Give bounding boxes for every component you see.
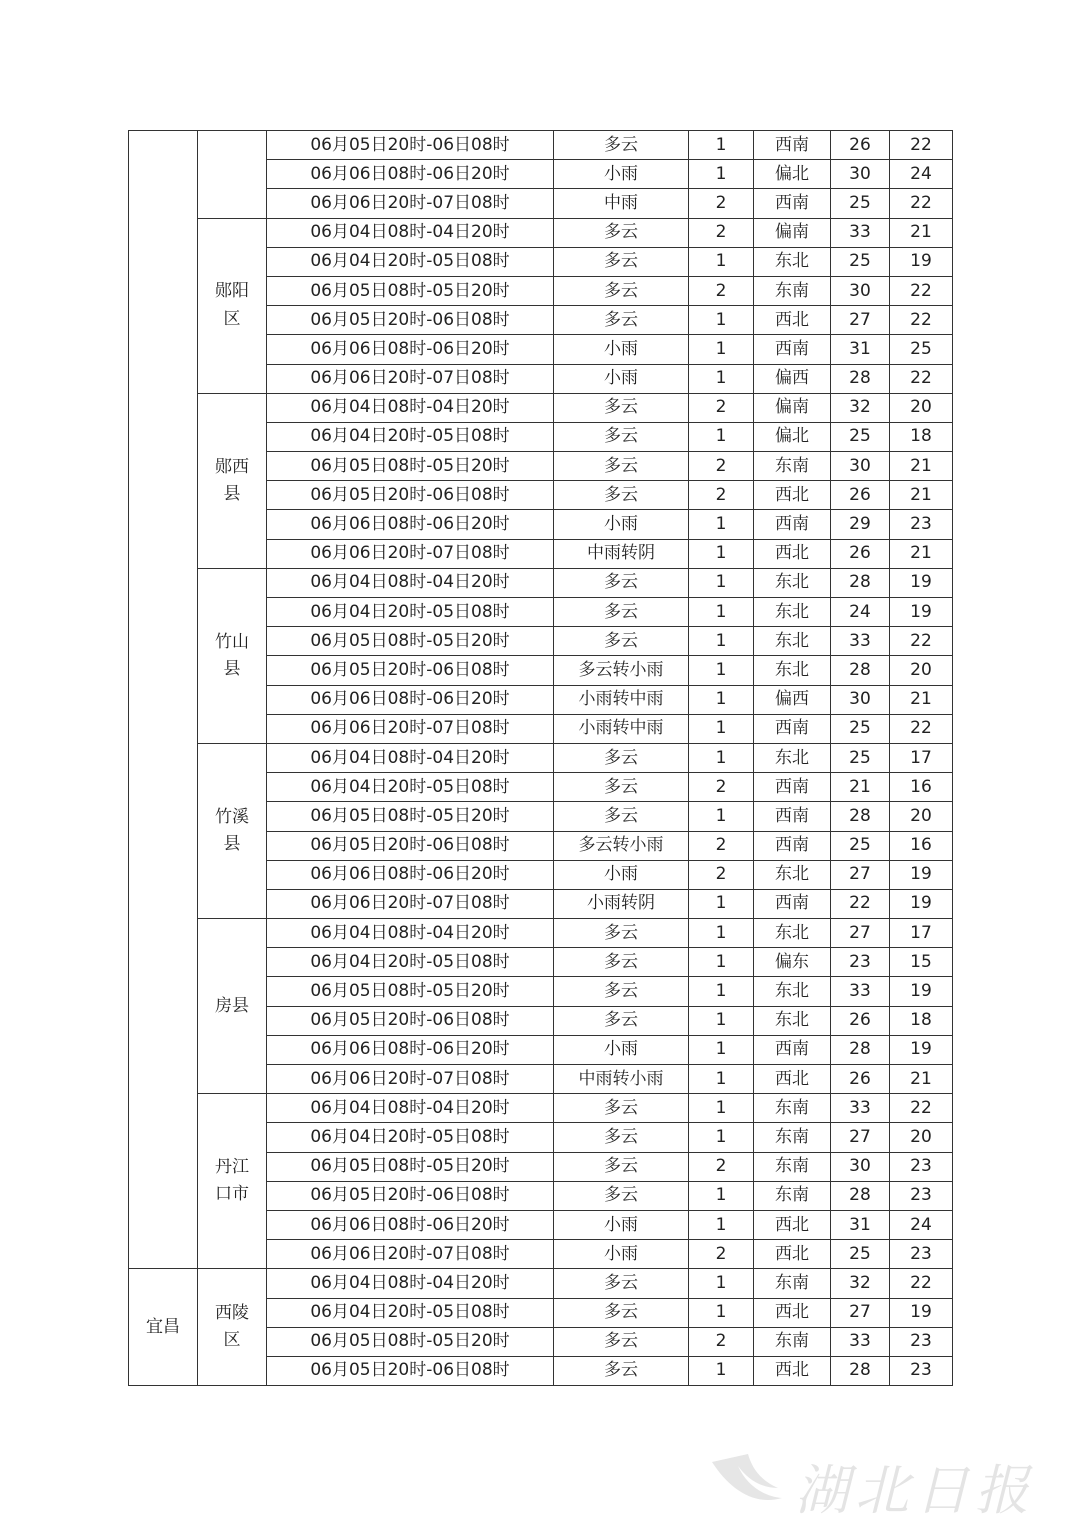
table-row <box>129 1269 953 1298</box>
wind-level-cell: 2 <box>689 452 754 481</box>
low-temp-cell: 24 <box>890 1210 953 1239</box>
high-temp-cell: 33 <box>831 977 890 1006</box>
weather-cell: 多云 <box>554 627 689 656</box>
wind-level-cell: 1 <box>689 598 754 627</box>
wind-direction-cell: 东北 <box>754 656 831 685</box>
high-temp-cell: 26 <box>831 131 890 160</box>
wind-level-cell: 2 <box>689 393 754 422</box>
weather-cell: 多云 <box>554 276 689 305</box>
wind-direction-cell: 东南 <box>754 1181 831 1210</box>
low-temp-cell: 16 <box>890 773 953 802</box>
time-range-cell: 06月06日20时-07日08时 <box>267 539 554 568</box>
high-temp-cell: 28 <box>831 1356 890 1385</box>
weather-cell: 小雨 <box>554 364 689 393</box>
high-temp-cell: 28 <box>831 1035 890 1064</box>
time-range-cell: 06月04日20时-05日08时 <box>267 1123 554 1152</box>
wind-direction-cell: 西北 <box>754 1356 831 1385</box>
weather-cell: 多云 <box>554 977 689 1006</box>
time-range-cell: 06月05日20时-06日08时 <box>267 306 554 335</box>
weather-cell: 小雨 <box>554 860 689 889</box>
weather-cell: 小雨 <box>554 1035 689 1064</box>
watermark-logo <box>700 1440 1080 1520</box>
wind-direction-cell: 偏南 <box>754 218 831 247</box>
wind-direction-cell: 西北 <box>754 481 831 510</box>
low-temp-cell: 19 <box>890 247 953 276</box>
wind-level-cell: 1 <box>689 627 754 656</box>
high-temp-cell: 28 <box>831 656 890 685</box>
weather-cell: 小雨 <box>554 1240 689 1269</box>
weather-cell: 小雨 <box>554 510 689 539</box>
watermark-text: 湖北日报 <box>795 1459 1035 1522</box>
low-temp-cell: 21 <box>890 1065 953 1094</box>
high-temp-cell: 25 <box>831 247 890 276</box>
high-temp-cell: 32 <box>831 393 890 422</box>
weather-cell: 小雨 <box>554 335 689 364</box>
low-temp-cell: 19 <box>890 568 953 597</box>
low-temp-cell: 19 <box>890 1035 953 1064</box>
time-range-cell: 06月04日08时-04日20时 <box>267 393 554 422</box>
time-range-cell: 06月05日08时-05日20时 <box>267 1327 554 1356</box>
time-range-cell: 06月05日20时-06日08时 <box>267 131 554 160</box>
weather-cell: 多云 <box>554 481 689 510</box>
wind-direction-cell: 偏东 <box>754 948 831 977</box>
wind-direction-cell: 偏北 <box>754 422 831 451</box>
high-temp-cell: 28 <box>831 568 890 597</box>
time-range-cell: 06月06日08时-06日20时 <box>267 160 554 189</box>
time-range-cell: 06月06日08时-06日20时 <box>267 1035 554 1064</box>
high-temp-cell: 26 <box>831 1065 890 1094</box>
low-temp-cell: 22 <box>890 276 953 305</box>
weather-cell: 小雨转中雨 <box>554 685 689 714</box>
low-temp-cell: 17 <box>890 743 953 772</box>
wind-level-cell: 2 <box>689 276 754 305</box>
time-range-cell: 06月06日20时-07日08时 <box>267 889 554 918</box>
high-temp-cell: 27 <box>831 919 890 948</box>
high-temp-cell: 30 <box>831 452 890 481</box>
weather-cell: 多云 <box>554 773 689 802</box>
weather-cell: 小雨转中雨 <box>554 714 689 743</box>
low-temp-cell: 23 <box>890 1327 953 1356</box>
weather-cell: 多云 <box>554 802 689 831</box>
weather-cell: 多云 <box>554 1152 689 1181</box>
weather-cell: 多云 <box>554 598 689 627</box>
time-range-cell: 06月05日08时-05日20时 <box>267 1152 554 1181</box>
time-range-cell: 06月06日08时-06日20时 <box>267 335 554 364</box>
high-temp-cell: 30 <box>831 160 890 189</box>
low-temp-cell: 23 <box>890 1181 953 1210</box>
weather-cell: 多云 <box>554 422 689 451</box>
wind-level-cell: 2 <box>689 1327 754 1356</box>
high-temp-cell: 31 <box>831 1210 890 1239</box>
wind-level-cell: 1 <box>689 714 754 743</box>
time-range-cell: 06月04日08时-04日20时 <box>267 743 554 772</box>
wind-level-cell: 1 <box>689 743 754 772</box>
low-temp-cell: 18 <box>890 1006 953 1035</box>
wind-direction-cell: 偏西 <box>754 364 831 393</box>
weather-cell: 小雨转阴 <box>554 889 689 918</box>
table-row <box>129 919 953 948</box>
wind-level-cell: 1 <box>689 422 754 451</box>
time-range-cell: 06月05日08时-05日20时 <box>267 452 554 481</box>
high-temp-cell: 32 <box>831 1269 890 1298</box>
time-range-cell: 06月05日08时-05日20时 <box>267 977 554 1006</box>
wind-level-cell: 1 <box>689 364 754 393</box>
county-cell: 丹江 口市 <box>198 1094 267 1269</box>
weather-cell: 多云 <box>554 131 689 160</box>
wind-direction-cell: 偏西 <box>754 685 831 714</box>
high-temp-cell: 23 <box>831 948 890 977</box>
weather-cell: 中雨转小雨 <box>554 1065 689 1094</box>
time-range-cell: 06月05日20时-06日08时 <box>267 656 554 685</box>
high-temp-cell: 26 <box>831 539 890 568</box>
wind-direction-cell: 西北 <box>754 1298 831 1327</box>
low-temp-cell: 19 <box>890 889 953 918</box>
wind-direction-cell: 西南 <box>754 189 831 218</box>
high-temp-cell: 25 <box>831 1240 890 1269</box>
wind-level-cell: 1 <box>689 1356 754 1385</box>
weather-cell: 多云 <box>554 393 689 422</box>
wind-direction-cell: 东北 <box>754 743 831 772</box>
wind-level-cell: 2 <box>689 481 754 510</box>
high-temp-cell: 27 <box>831 860 890 889</box>
high-temp-cell: 27 <box>831 1123 890 1152</box>
wind-level-cell: 1 <box>689 160 754 189</box>
weather-cell: 多云 <box>554 1327 689 1356</box>
wind-direction-cell: 东南 <box>754 452 831 481</box>
time-range-cell: 06月05日20时-06日08时 <box>267 481 554 510</box>
high-temp-cell: 25 <box>831 743 890 772</box>
wind-direction-cell: 西北 <box>754 1240 831 1269</box>
low-temp-cell: 19 <box>890 977 953 1006</box>
wind-direction-cell: 西南 <box>754 773 831 802</box>
time-range-cell: 06月05日08时-05日20时 <box>267 276 554 305</box>
wind-direction-cell: 东南 <box>754 1123 831 1152</box>
wind-direction-cell: 西南 <box>754 889 831 918</box>
high-temp-cell: 25 <box>831 714 890 743</box>
wind-direction-cell: 西南 <box>754 335 831 364</box>
weather-cell: 多云 <box>554 948 689 977</box>
low-temp-cell: 19 <box>890 598 953 627</box>
weather-cell: 小雨 <box>554 1210 689 1239</box>
wind-direction-cell: 东北 <box>754 627 831 656</box>
time-range-cell: 06月05日20时-06日08时 <box>267 1181 554 1210</box>
wind-level-cell: 2 <box>689 831 754 860</box>
wind-level-cell: 1 <box>689 919 754 948</box>
low-temp-cell: 22 <box>890 1094 953 1123</box>
weather-cell: 多云 <box>554 218 689 247</box>
wind-level-cell: 1 <box>689 539 754 568</box>
time-range-cell: 06月04日08时-04日20时 <box>267 568 554 597</box>
wind-level-cell: 1 <box>689 247 754 276</box>
high-temp-cell: 25 <box>831 189 890 218</box>
weather-cell: 多云 <box>554 568 689 597</box>
low-temp-cell: 22 <box>890 306 953 335</box>
time-range-cell: 06月04日20时-05日08时 <box>267 773 554 802</box>
high-temp-cell: 33 <box>831 218 890 247</box>
county-cell: 西陵 区 <box>198 1269 267 1386</box>
weather-cell: 多云 <box>554 1356 689 1385</box>
wind-level-cell: 1 <box>689 1035 754 1064</box>
low-temp-cell: 21 <box>890 539 953 568</box>
high-temp-cell: 21 <box>831 773 890 802</box>
low-temp-cell: 20 <box>890 1123 953 1152</box>
time-range-cell: 06月06日20时-07日08时 <box>267 364 554 393</box>
low-temp-cell: 20 <box>890 656 953 685</box>
time-range-cell: 06月06日08时-06日20时 <box>267 685 554 714</box>
wind-level-cell: 2 <box>689 860 754 889</box>
weather-cell: 多云 <box>554 306 689 335</box>
wind-direction-cell: 偏北 <box>754 160 831 189</box>
weather-cell: 多云 <box>554 1269 689 1298</box>
county-cell <box>198 131 267 219</box>
low-temp-cell: 16 <box>890 831 953 860</box>
time-range-cell: 06月04日20时-05日08时 <box>267 1298 554 1327</box>
wind-direction-cell: 西南 <box>754 831 831 860</box>
high-temp-cell: 30 <box>831 276 890 305</box>
high-temp-cell: 29 <box>831 510 890 539</box>
wind-level-cell: 1 <box>689 510 754 539</box>
time-range-cell: 06月05日08时-05日20时 <box>267 802 554 831</box>
weather-cell: 多云 <box>554 247 689 276</box>
time-range-cell: 06月05日08时-05日20时 <box>267 627 554 656</box>
time-range-cell: 06月06日08时-06日20时 <box>267 860 554 889</box>
wind-level-cell: 1 <box>689 131 754 160</box>
wind-direction-cell: 东南 <box>754 1094 831 1123</box>
low-temp-cell: 19 <box>890 1298 953 1327</box>
wind-level-cell: 1 <box>689 1210 754 1239</box>
county-cell: 郧西 县 <box>198 393 267 568</box>
table-row <box>129 1094 953 1123</box>
wind-direction-cell: 东北 <box>754 1006 831 1035</box>
time-range-cell: 06月06日20时-07日08时 <box>267 189 554 218</box>
high-temp-cell: 28 <box>831 364 890 393</box>
weather-cell: 多云转小雨 <box>554 656 689 685</box>
weather-cell: 多云 <box>554 1006 689 1035</box>
time-range-cell: 06月05日20时-06日08时 <box>267 1006 554 1035</box>
high-temp-cell: 28 <box>831 1181 890 1210</box>
low-temp-cell: 24 <box>890 160 953 189</box>
city-cell <box>129 131 198 1269</box>
weather-cell: 多云 <box>554 1181 689 1210</box>
county-cell: 竹溪 县 <box>198 743 267 918</box>
table-body <box>129 131 953 1386</box>
wind-direction-cell: 西南 <box>754 802 831 831</box>
wind-level-cell: 1 <box>689 977 754 1006</box>
time-range-cell: 06月06日20时-07日08时 <box>267 1240 554 1269</box>
low-temp-cell: 22 <box>890 189 953 218</box>
wind-direction-cell: 东北 <box>754 247 831 276</box>
low-temp-cell: 22 <box>890 627 953 656</box>
low-temp-cell: 23 <box>890 1152 953 1181</box>
high-temp-cell: 25 <box>831 422 890 451</box>
weather-cell: 中雨 <box>554 189 689 218</box>
time-range-cell: 06月05日20时-06日08时 <box>267 831 554 860</box>
high-temp-cell: 26 <box>831 1006 890 1035</box>
wind-level-cell: 1 <box>689 306 754 335</box>
wind-level-cell: 1 <box>689 948 754 977</box>
high-temp-cell: 24 <box>831 598 890 627</box>
high-temp-cell: 28 <box>831 802 890 831</box>
wind-level-cell: 2 <box>689 218 754 247</box>
wind-level-cell: 1 <box>689 1006 754 1035</box>
county-cell: 郧阳 区 <box>198 218 267 393</box>
low-temp-cell: 19 <box>890 860 953 889</box>
weather-cell: 多云 <box>554 1094 689 1123</box>
wind-level-cell: 1 <box>689 1123 754 1152</box>
high-temp-cell: 26 <box>831 481 890 510</box>
wind-direction-cell: 西北 <box>754 306 831 335</box>
low-temp-cell: 20 <box>890 802 953 831</box>
wind-level-cell: 1 <box>689 1094 754 1123</box>
wind-level-cell: 1 <box>689 335 754 364</box>
wind-direction-cell: 西南 <box>754 510 831 539</box>
wind-direction-cell: 东北 <box>754 568 831 597</box>
weather-cell: 多云 <box>554 1298 689 1327</box>
time-range-cell: 06月04日20时-05日08时 <box>267 948 554 977</box>
wind-direction-cell: 西北 <box>754 539 831 568</box>
low-temp-cell: 25 <box>890 335 953 364</box>
time-range-cell: 06月06日08时-06日20时 <box>267 1210 554 1239</box>
low-temp-cell: 21 <box>890 685 953 714</box>
time-range-cell: 06月04日08时-04日20时 <box>267 218 554 247</box>
low-temp-cell: 22 <box>890 364 953 393</box>
high-temp-cell: 30 <box>831 685 890 714</box>
wind-level-cell: 1 <box>689 1298 754 1327</box>
wind-level-cell: 1 <box>689 1181 754 1210</box>
time-range-cell: 06月04日08时-04日20时 <box>267 1094 554 1123</box>
county-cell: 房县 <box>198 919 267 1094</box>
low-temp-cell: 20 <box>890 393 953 422</box>
time-range-cell: 06月06日20时-07日08时 <box>267 1065 554 1094</box>
county-cell: 竹山 县 <box>198 568 267 743</box>
wind-direction-cell: 西南 <box>754 131 831 160</box>
table-row <box>129 218 953 247</box>
low-temp-cell: 22 <box>890 131 953 160</box>
low-temp-cell: 15 <box>890 948 953 977</box>
wind-level-cell: 1 <box>689 685 754 714</box>
low-temp-cell: 22 <box>890 1269 953 1298</box>
weather-cell: 多云 <box>554 452 689 481</box>
low-temp-cell: 23 <box>890 1240 953 1269</box>
time-range-cell: 06月06日20时-07日08时 <box>267 714 554 743</box>
weather-cell: 多云 <box>554 743 689 772</box>
low-temp-cell: 21 <box>890 481 953 510</box>
time-range-cell: 06月04日20时-05日08时 <box>267 598 554 627</box>
table-row <box>129 568 953 597</box>
wind-level-cell: 1 <box>689 1065 754 1094</box>
wind-direction-cell: 东南 <box>754 1327 831 1356</box>
wind-level-cell: 2 <box>689 773 754 802</box>
high-temp-cell: 30 <box>831 1152 890 1181</box>
wind-direction-cell: 西南 <box>754 714 831 743</box>
forecast-table <box>128 130 953 1386</box>
wind-level-cell: 2 <box>689 189 754 218</box>
weather-cell: 中雨转阴 <box>554 539 689 568</box>
high-temp-cell: 25 <box>831 831 890 860</box>
high-temp-cell: 27 <box>831 306 890 335</box>
table-row <box>129 393 953 422</box>
wind-level-cell: 1 <box>689 1269 754 1298</box>
high-temp-cell: 22 <box>831 889 890 918</box>
time-range-cell: 06月05日20时-06日08时 <box>267 1356 554 1385</box>
wind-direction-cell: 东北 <box>754 977 831 1006</box>
wind-direction-cell: 西北 <box>754 1065 831 1094</box>
wind-level-cell: 1 <box>689 568 754 597</box>
wind-direction-cell: 偏南 <box>754 393 831 422</box>
time-range-cell: 06月04日08时-04日20时 <box>267 919 554 948</box>
weather-cell: 多云 <box>554 919 689 948</box>
weather-cell: 多云 <box>554 1123 689 1152</box>
high-temp-cell: 31 <box>831 335 890 364</box>
wind-direction-cell: 东北 <box>754 919 831 948</box>
wind-level-cell: 2 <box>689 1152 754 1181</box>
time-range-cell: 06月04日20时-05日08时 <box>267 422 554 451</box>
high-temp-cell: 33 <box>831 1094 890 1123</box>
low-temp-cell: 18 <box>890 422 953 451</box>
low-temp-cell: 23 <box>890 1356 953 1385</box>
low-temp-cell: 23 <box>890 510 953 539</box>
wind-direction-cell: 东南 <box>754 1152 831 1181</box>
low-temp-cell: 21 <box>890 452 953 481</box>
wind-direction-cell: 西南 <box>754 1035 831 1064</box>
time-range-cell: 06月04日08时-04日20时 <box>267 1269 554 1298</box>
wind-direction-cell: 西北 <box>754 1210 831 1239</box>
high-temp-cell: 33 <box>831 1327 890 1356</box>
low-temp-cell: 21 <box>890 218 953 247</box>
table-row <box>129 131 953 160</box>
time-range-cell: 06月06日08时-06日20时 <box>267 510 554 539</box>
high-temp-cell: 33 <box>831 627 890 656</box>
wind-direction-cell: 东南 <box>754 276 831 305</box>
wind-level-cell: 1 <box>689 656 754 685</box>
low-temp-cell: 17 <box>890 919 953 948</box>
wind-level-cell: 1 <box>689 802 754 831</box>
wind-direction-cell: 东南 <box>754 1269 831 1298</box>
time-range-cell: 06月04日20时-05日08时 <box>267 247 554 276</box>
city-cell: 宜昌 <box>129 1269 198 1386</box>
wind-level-cell: 1 <box>689 889 754 918</box>
wind-direction-cell: 东北 <box>754 860 831 889</box>
table-row <box>129 743 953 772</box>
weather-cell: 小雨 <box>554 160 689 189</box>
high-temp-cell: 27 <box>831 1298 890 1327</box>
wind-level-cell: 2 <box>689 1240 754 1269</box>
weather-cell: 多云转小雨 <box>554 831 689 860</box>
low-temp-cell: 22 <box>890 714 953 743</box>
wind-direction-cell: 东北 <box>754 598 831 627</box>
